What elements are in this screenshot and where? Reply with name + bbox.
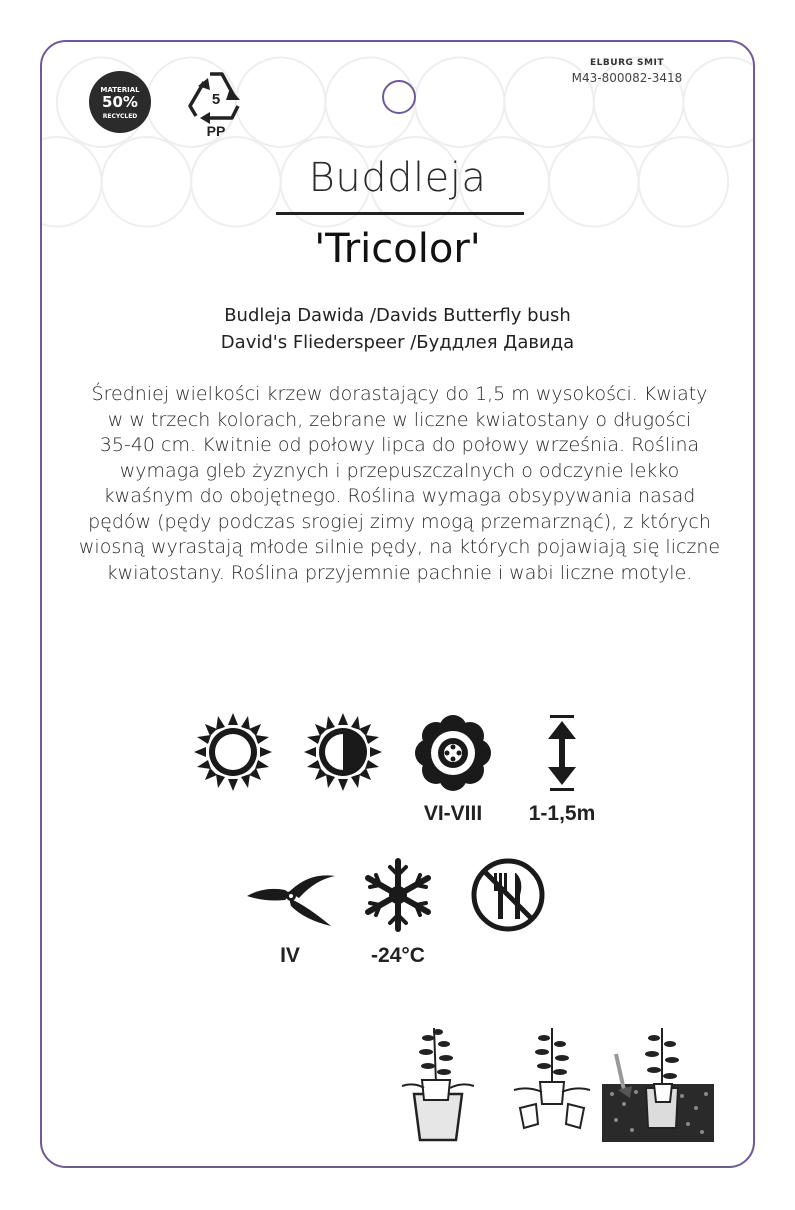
plant-label-card bbox=[40, 40, 755, 1168]
flower-icon bbox=[415, 715, 491, 791]
snowflake-icon bbox=[360, 857, 436, 933]
description-line: pędów (pędy podczas srogiej zimy mogą przemarznąć), z których bbox=[88, 510, 711, 533]
height-arrow-icon bbox=[546, 715, 578, 791]
plant-in-ground-illustration-icon bbox=[602, 1024, 714, 1142]
full-sun-icon bbox=[194, 713, 272, 791]
brand-block bbox=[552, 58, 702, 85]
hardiness-label: -24°C bbox=[371, 944, 425, 967]
product-code: M43-800082-3418 bbox=[571, 71, 683, 85]
not-edible-icon bbox=[470, 857, 546, 933]
recycle-material: PP bbox=[206, 123, 226, 138]
description-line: kwiatostany. Roślina przyjemnie pachnie i wabi liczne motyle. bbox=[106, 561, 693, 584]
description-line: Średniej wielkości krzew dorastający do 1,5 m wysokości. Kwiaty bbox=[91, 383, 708, 405]
badge-line-1: MATERIAL bbox=[100, 86, 140, 94]
genus-title: Buddleja bbox=[308, 155, 487, 201]
recycled-material-badge-icon bbox=[88, 70, 152, 134]
plant-in-pot-illustration-icon bbox=[398, 1024, 478, 1142]
hanging-hole bbox=[382, 80, 416, 114]
common-name-line: David's Fliederspeer /Буддлея Давида bbox=[220, 332, 575, 353]
height-label: 1-1,5m bbox=[528, 802, 596, 825]
pruning-month-label: IV bbox=[280, 944, 300, 967]
description-line: kwaśnym do obojętnego. Roślina wymaga obsypywania nasad bbox=[103, 485, 696, 507]
title-divider bbox=[276, 212, 524, 215]
description-line: wymaga gleb żyznych i przepuszczalnych o odczynie lekko bbox=[119, 459, 680, 482]
brand-name: ELBURG SMIT bbox=[590, 58, 664, 68]
description-line: wiosną wyrastają młode silnie pędy, na których pojawiają się liczne bbox=[78, 536, 721, 558]
common-names bbox=[42, 302, 753, 356]
description-line: 35-40 cm. Kwitnie od połowy lipca do połowy września. Roślina bbox=[99, 434, 700, 456]
pruning-shears-icon bbox=[245, 868, 337, 928]
badge-line-3: RECYCLED bbox=[102, 113, 138, 120]
recycle-number: 5 bbox=[211, 91, 221, 108]
remove-pot-illustration-icon bbox=[512, 1024, 592, 1142]
badge-line-2: 50% bbox=[102, 93, 138, 111]
description-line: w w trzech kolorach, zebrane w liczne kwiatostany o długości bbox=[107, 408, 692, 431]
cultivar-title: 'Tricolor' bbox=[314, 226, 481, 272]
flowering-period-label: VI-VIII bbox=[423, 802, 483, 825]
description bbox=[72, 382, 727, 586]
recycle-symbol-icon bbox=[184, 66, 248, 138]
half-shade-icon bbox=[304, 713, 382, 791]
common-name-line: Budleja Dawida /Davids Butterfly bush bbox=[224, 305, 571, 326]
